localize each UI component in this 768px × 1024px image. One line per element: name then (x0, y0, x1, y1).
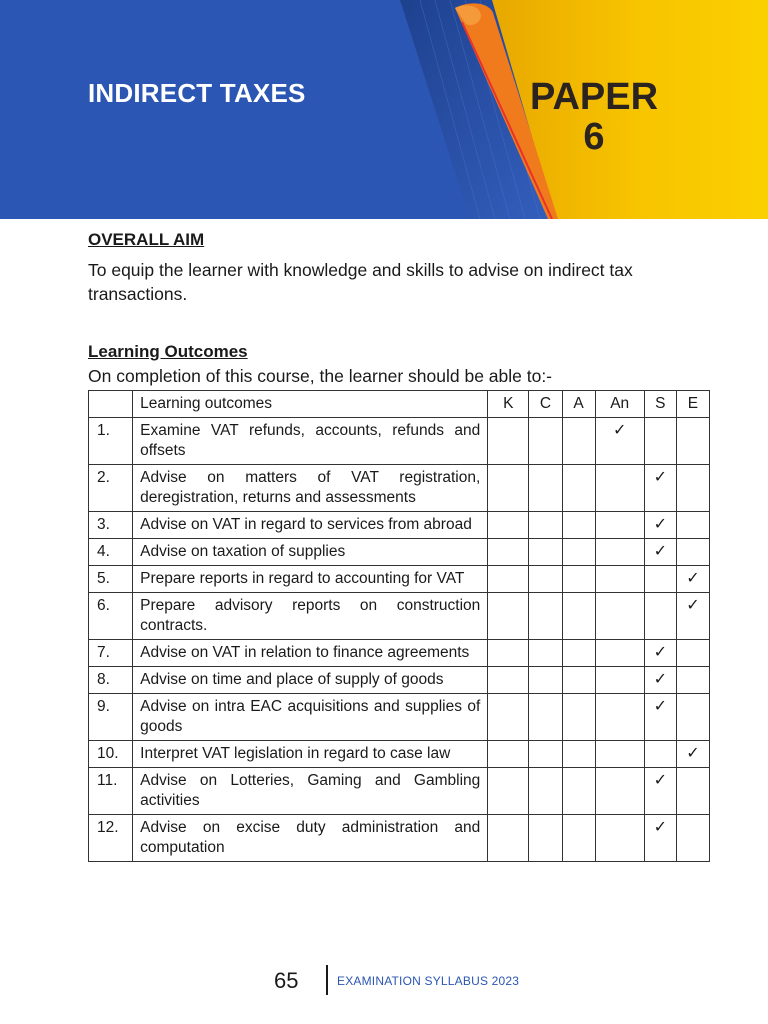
table-row (89, 593, 710, 640)
row-outcome-text: Advise on Lotteries, Gaming and Gambling activities (133, 768, 488, 815)
level-cell-e (676, 667, 709, 694)
level-cell-e (676, 694, 709, 741)
level-cell-c (529, 566, 562, 593)
level-cell-e (676, 418, 709, 465)
level-cell-e (676, 741, 709, 768)
level-cell-a (562, 566, 595, 593)
level-cell-k (488, 566, 529, 593)
level-cell-an (595, 539, 644, 566)
level-cell-a (562, 694, 595, 741)
level-cell-an (595, 741, 644, 768)
table-row (89, 640, 710, 667)
paper-label-text: PAPER (529, 76, 659, 118)
check-mark-icon: ✓ (653, 772, 667, 789)
check-mark-icon: ✓ (653, 644, 667, 661)
level-cell-c (529, 512, 562, 539)
row-number: 8. (89, 667, 133, 694)
level-cell-e (676, 566, 709, 593)
row-number: 11. (89, 768, 133, 815)
level-cell-a (562, 815, 595, 862)
level-cell-c (529, 465, 562, 512)
row-number: 12. (89, 815, 133, 862)
level-cell-a (562, 741, 595, 768)
header-cell-k: K (488, 391, 529, 418)
check-mark-icon: ✓ (686, 745, 700, 762)
level-cell-c (529, 539, 562, 566)
table-header-row (89, 391, 710, 418)
check-mark-icon: ✓ (686, 597, 700, 614)
level-cell-e (676, 465, 709, 512)
level-cell-a (562, 593, 595, 640)
table-row (89, 815, 710, 862)
level-cell-c (529, 815, 562, 862)
level-cell-a (562, 512, 595, 539)
level-cell-s (644, 768, 676, 815)
level-cell-s (644, 566, 676, 593)
paper-label (510, 77, 678, 157)
level-cell-s (644, 640, 676, 667)
row-number: 4. (89, 539, 133, 566)
row-outcome-text: Prepare reports in regard to accounting for VAT (133, 566, 488, 593)
level-cell-k (488, 539, 529, 566)
header-cell-outcomes: Learning outcomes (133, 391, 488, 418)
row-outcome-text: Advise on matters of VAT registration, deregistration, returns and assessments (133, 465, 488, 512)
level-cell-a (562, 539, 595, 566)
level-cell-an (595, 418, 644, 465)
check-mark-icon: ✓ (653, 819, 667, 836)
level-cell-k (488, 640, 529, 667)
row-number: 9. (89, 694, 133, 741)
page-footer (0, 962, 768, 1002)
row-outcome-text: Advise on intra EAC acquisitions and supplies of goods (133, 694, 488, 741)
level-cell-k (488, 815, 529, 862)
table-row (89, 768, 710, 815)
row-outcome-text: Advise on time and place of supply of goods (133, 667, 488, 694)
level-cell-e (676, 512, 709, 539)
table-row (89, 465, 710, 512)
row-outcome-text: Examine VAT refunds, accounts, refunds and offsets (133, 418, 488, 465)
level-cell-a (562, 418, 595, 465)
header-cell-s: S (644, 391, 676, 418)
row-outcome-text: Prepare advisory reports on construction contracts. (133, 593, 488, 640)
level-cell-c (529, 741, 562, 768)
row-outcome-text: Advise on VAT in regard to services from abroad (133, 512, 488, 539)
footer-divider (326, 965, 328, 995)
row-number: 2. (89, 465, 133, 512)
row-outcome-text: Advise on taxation of supplies (133, 539, 488, 566)
level-cell-c (529, 667, 562, 694)
check-mark-icon: ✓ (653, 543, 667, 560)
level-cell-c (529, 418, 562, 465)
level-cell-s (644, 465, 676, 512)
level-cell-s (644, 593, 676, 640)
check-mark-icon: ✓ (653, 698, 667, 715)
level-cell-a (562, 768, 595, 815)
level-cell-an (595, 640, 644, 667)
row-number: 10. (89, 741, 133, 768)
check-mark-icon: ✓ (653, 516, 667, 533)
overall-aim-heading: OVERALL AIM (88, 230, 205, 249)
level-cell-c (529, 694, 562, 741)
level-cell-s (644, 512, 676, 539)
level-cell-s (644, 418, 676, 465)
level-cell-k (488, 694, 529, 741)
level-cell-an (595, 566, 644, 593)
learning-outcomes-heading: Learning Outcomes (88, 342, 248, 361)
level-cell-s (644, 539, 676, 566)
level-cell-k (488, 465, 529, 512)
level-cell-c (529, 593, 562, 640)
row-outcome-text: Advise on excise duty administration and computation (133, 815, 488, 862)
level-cell-s (644, 741, 676, 768)
table-row (89, 694, 710, 741)
level-cell-s (644, 694, 676, 741)
header-cell-number (89, 391, 133, 418)
level-cell-k (488, 768, 529, 815)
level-cell-k (488, 741, 529, 768)
level-cell-an (595, 768, 644, 815)
level-cell-an (595, 667, 644, 694)
header-banner (0, 0, 768, 219)
check-mark-icon: ✓ (653, 469, 667, 486)
level-cell-e (676, 815, 709, 862)
row-outcome-text: Interpret VAT legislation in regard to case law (133, 741, 488, 768)
row-number: 3. (89, 512, 133, 539)
level-cell-e (676, 593, 709, 640)
table-row (89, 741, 710, 768)
header-cell-a: A (562, 391, 595, 418)
header-cell-c: C (529, 391, 562, 418)
level-cell-k (488, 418, 529, 465)
level-cell-c (529, 768, 562, 815)
learning-outcomes-table (88, 390, 710, 862)
page-number: 65 (274, 968, 299, 993)
learning-outcomes-intro: On completion of this course, the learner should be able to:- (88, 366, 553, 386)
overall-aim-text: To equip the learner with knowledge and skills to advise on indirect tax transactions. (88, 260, 633, 304)
row-outcome-text: Advise on VAT in relation to finance agreements (133, 640, 488, 667)
table-row (89, 418, 710, 465)
level-cell-e (676, 640, 709, 667)
level-cell-an (595, 512, 644, 539)
footer-text: EXAMINATION SYLLABUS 2023 (337, 974, 520, 988)
level-cell-a (562, 667, 595, 694)
header-cell-an: An (595, 391, 644, 418)
learning-outcomes-body (89, 418, 710, 862)
level-cell-s (644, 815, 676, 862)
level-cell-s (644, 667, 676, 694)
level-cell-k (488, 667, 529, 694)
level-cell-e (676, 768, 709, 815)
table-row (89, 539, 710, 566)
row-number: 6. (89, 593, 133, 640)
table-row (89, 667, 710, 694)
level-cell-k (488, 593, 529, 640)
check-mark-icon: ✓ (686, 570, 700, 587)
level-cell-an (595, 815, 644, 862)
paper-number: 6 (583, 116, 605, 158)
level-cell-c (529, 640, 562, 667)
level-cell-an (595, 593, 644, 640)
level-cell-e (676, 539, 709, 566)
level-cell-k (488, 512, 529, 539)
level-cell-an (595, 465, 644, 512)
level-cell-a (562, 465, 595, 512)
level-cell-an (595, 694, 644, 741)
row-number: 1. (89, 418, 133, 465)
row-number: 7. (89, 640, 133, 667)
table-row (89, 566, 710, 593)
level-cell-a (562, 640, 595, 667)
check-mark-icon: ✓ (612, 422, 627, 439)
page-title: INDIRECT TAXES (88, 78, 306, 108)
header-cell-e: E (676, 391, 709, 418)
check-mark-icon: ✓ (653, 671, 667, 688)
row-number: 5. (89, 566, 133, 593)
table-row (89, 512, 710, 539)
